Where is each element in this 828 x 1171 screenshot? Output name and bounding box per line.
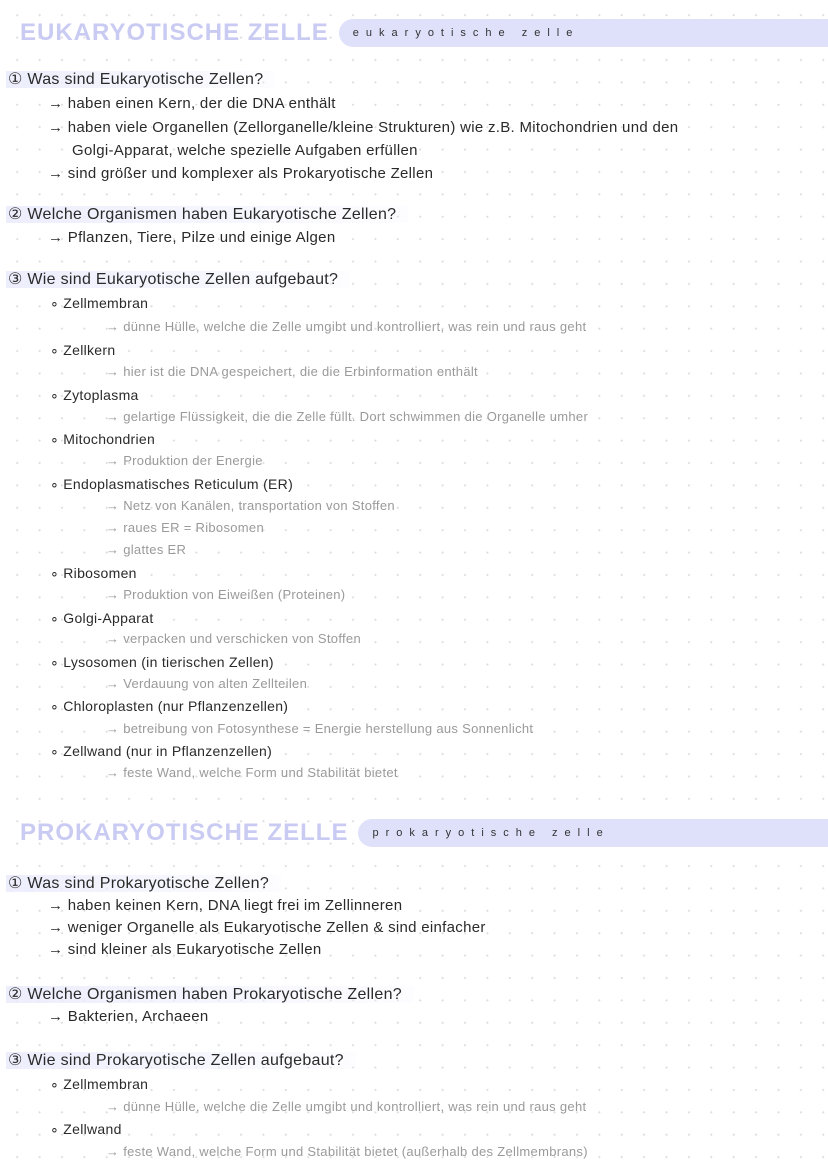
organelle-desc: → verpacken und verschicken von Stoffen xyxy=(106,631,361,646)
question-text: ② Welche Organismen haben Eukaryotische Zellen? xyxy=(6,206,408,223)
answer: → Bakterien, Archaeen xyxy=(48,1008,209,1025)
organelle: ∘ Ribosomen xyxy=(50,565,137,581)
header-title: PROKARYOTISCHE ZELLE xyxy=(20,819,349,846)
organelle-desc: → Produktion der Energie xyxy=(106,453,263,468)
organelle-desc: → glattes ER xyxy=(106,542,187,557)
answer: → haben viele Organellen (Zellorganelle/kleine Strukturen) wie z.B. Mitochondrien und den xyxy=(48,119,679,136)
answer: → sind kleiner als Eukaryotische Zellen xyxy=(48,941,322,958)
section-header-prokaryotic xyxy=(20,818,828,848)
organelle: ∘ Zytoplasma xyxy=(50,387,139,403)
question-2 xyxy=(6,986,414,1004)
organelle-desc: → Produktion von Eiweißen (Proteinen) xyxy=(106,587,346,602)
section-header-eukaryotic xyxy=(20,18,828,48)
organelle: ∘ Zellkern xyxy=(50,342,116,358)
organelle-desc: → feste Wand, welche Form und Stabilität bietet (außerhalb des Zellmembrans) xyxy=(106,1144,588,1159)
header-subtitle: eukaryotische zelle xyxy=(352,27,580,39)
organelle: ∘ Golgi-Apparat xyxy=(50,610,154,626)
organelle: ∘ Zellwand xyxy=(50,1121,122,1137)
question-text: ① Was sind Prokaryotische Zellen? xyxy=(6,875,281,892)
question-text: ③ Wie sind Prokaryotische Zellen aufgebaut? xyxy=(6,1052,356,1069)
organelle: ∘ Chloroplasten (nur Pflanzenzellen) xyxy=(50,698,289,714)
organelle-desc: → hier ist die DNA gespeichert, die die Erbinformation enthält xyxy=(106,364,478,379)
organelle-desc: → dünne Hülle, welche die Zelle umgibt und kontrolliert, was rein und raus geht xyxy=(106,319,587,334)
answer: → haben keinen Kern, DNA liegt frei im Zellinneren xyxy=(48,897,403,914)
question-1 xyxy=(6,71,275,89)
question-text: ② Welche Organismen haben Prokaryotische Zellen? xyxy=(6,986,414,1003)
organelle: ∘ Zellwand (nur in Pflanzenzellen) xyxy=(50,743,273,759)
organelle: ∘ Lysosomen (in tierischen Zellen) xyxy=(50,654,274,670)
organelle-desc: → Verdauung von alten Zellteilen xyxy=(106,676,308,691)
organelle: ∘ Zellmembran xyxy=(50,295,149,311)
organelle: ∘ Endoplasmatisches Reticulum (ER) xyxy=(50,476,294,492)
question-3 xyxy=(6,271,350,289)
organelle-desc: → gelartige Flüssigkeit, die die Zelle füllt. Dort schwimmen die Organelle umher xyxy=(106,409,589,424)
organelle-desc: → raues ER = Ribosomen xyxy=(106,520,264,535)
question-3 xyxy=(6,1052,356,1070)
organelle-desc: → feste Wand, welche Form und Stabilität bietet xyxy=(106,765,398,780)
header-title: EUKARYOTISCHE ZELLE xyxy=(20,19,329,46)
question-text: ① Was sind Eukaryotische Zellen? xyxy=(6,71,275,88)
answer: → sind größer und komplexer als Prokaryotische Zellen xyxy=(48,165,434,182)
question-text: ③ Wie sind Eukaryotische Zellen aufgebaut? xyxy=(6,271,350,288)
organelle-desc: → dünne Hülle, welche die Zelle umgibt und kontrolliert, was rein und raus geht xyxy=(106,1099,587,1114)
question-1 xyxy=(6,875,281,893)
header-bar-prokaryotic xyxy=(358,819,828,847)
organelle-desc: → betreibung von Fotosynthese = Energie herstellung aus Sonnenlicht xyxy=(106,721,534,736)
organelle: ∘ Mitochondrien xyxy=(50,431,156,447)
answer: → Pflanzen, Tiere, Pilze und einige Algen xyxy=(48,229,336,246)
answer: → haben einen Kern, der die DNA enthält xyxy=(48,95,336,112)
header-subtitle: prokaryotische zelle xyxy=(372,827,610,839)
answer: Golgi-Apparat, welche spezielle Aufgaben erfüllen xyxy=(72,142,418,159)
question-2 xyxy=(6,206,408,224)
answer: → weniger Organelle als Eukaryotische Zellen & sind einfacher xyxy=(48,919,486,936)
organelle: ∘ Zellmembran xyxy=(50,1076,149,1092)
header-bar-eukaryotic xyxy=(339,19,828,47)
organelle-desc: → Netz von Kanälen, transportation von Stoffen xyxy=(106,498,395,513)
